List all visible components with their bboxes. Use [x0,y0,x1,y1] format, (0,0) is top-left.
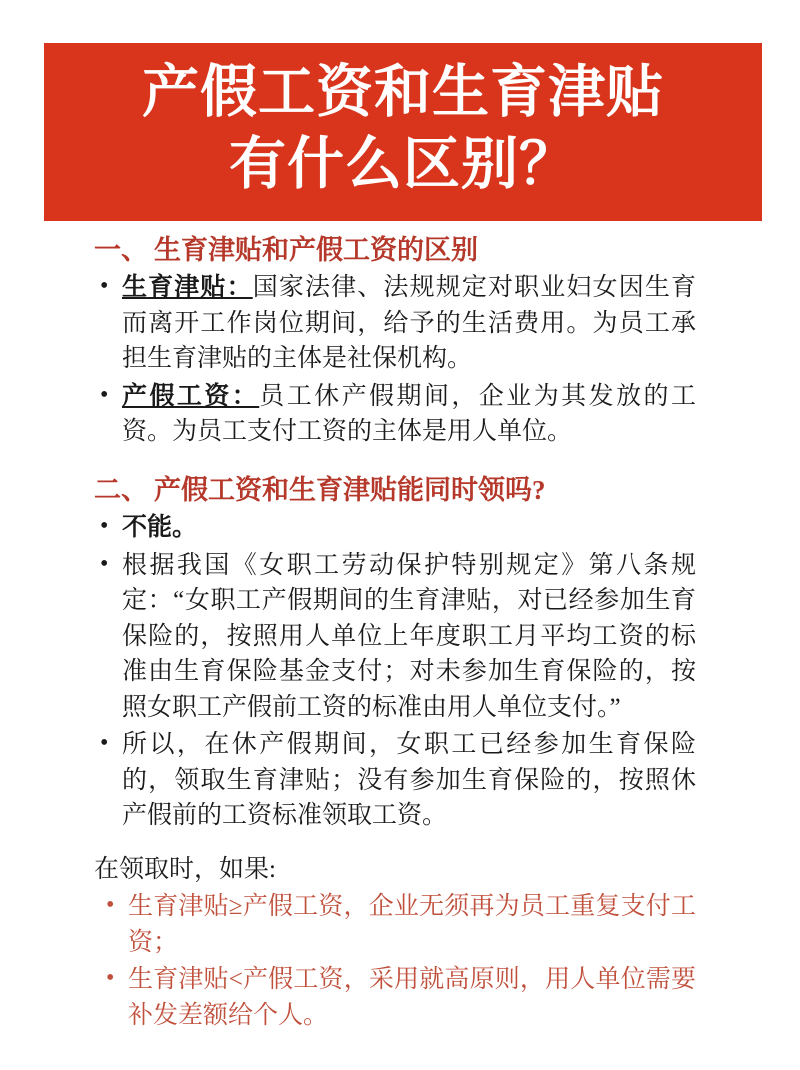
list-item [94,270,696,377]
section-one-heading [94,232,696,268]
section-two-number: 二、 [94,474,148,505]
section-two-title: 产假工资和生育津贴能同时领吗? [154,474,546,505]
list-item [94,962,696,1033]
bullet-text: 所以，在休产假期间，女职工已经参加生育保险的，领取生育津贴；没有参加生育保险的，按照休产假前的工资标准领取工资。 [122,731,696,830]
title-line-1: 产假工资和生育津贴 [142,60,664,125]
section-two-list [94,510,696,834]
bullet-lead: 生育津贴： [122,274,253,302]
section-one-number: 一、 [94,235,148,265]
list-item [94,548,696,726]
bullet-text: 不能。 [122,514,198,542]
list-item [94,727,696,834]
list-item [94,379,696,450]
section-two-heading [94,472,696,508]
bullet-text: 员工休产假期间，企业为其发放的工资。为员工支付工资的主体是用人单位。 [122,382,696,446]
section-one [94,232,696,450]
conditions-list [94,889,696,1033]
section-one-list [94,270,696,450]
article-body [0,232,800,1035]
bullet-text: 国家法律、法规规定对职业妇女因生育而离开工作岗位期间，给予的生活费用。为员工承担生育津贴的主体是社保机构。 [122,274,696,373]
bullet-text: 生育津贴≥产假工资，企业无须再为员工重复支付工资； [128,893,696,956]
bullet-lead: 产假工资： [122,382,260,410]
section-two [94,472,696,834]
bullet-text: 生育津贴<产假工资，采用就高原则，用人单位需要补发差额给个人。 [128,966,696,1029]
conditions-block [94,852,696,1034]
title-line-2: 有什么区别？ [229,132,577,196]
list-item [94,510,696,546]
conditions-intro: 在领取时，如果: [94,855,276,883]
title-banner [44,43,762,221]
section-one-title: 生育津贴和产假工资的区别 [154,235,478,265]
bullet-text: 根据我国《女职工劳动保护特别规定》第八条规定：“女职工产假期间的生育津贴，对已经参加生育保险的，按照用人单位上年度职工月平均工资的标准由生育保险基金支付；对未参加生育保险的，按照女职工产假前工资的标准由用人单位支付。” [122,551,696,721]
list-item [94,889,696,960]
